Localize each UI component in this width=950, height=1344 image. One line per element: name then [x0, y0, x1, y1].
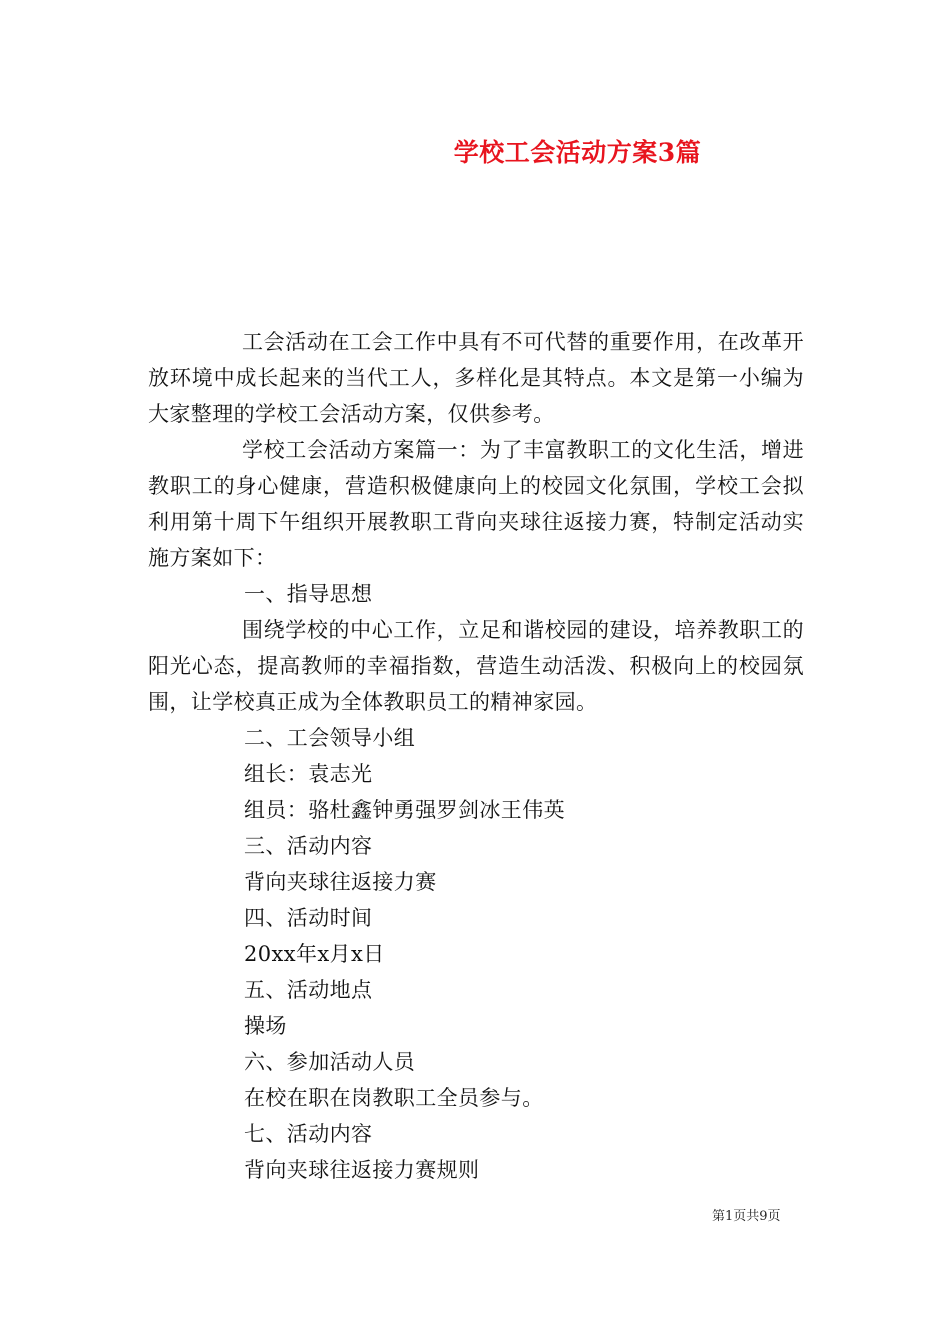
text-line: 操场: [244, 1014, 287, 1038]
section-heading: 二、工会领导小组: [244, 726, 416, 750]
section-heading: 六、参加活动人员: [244, 1050, 416, 1074]
plan-one-paragraph: 学校工会活动方案篇一：为了丰富教职工的文化生活，增进教职工的身心健康，营造积极健康向上的校园文化氛围，学校工会拟利用第十周下午组织开展教职工背向夹球往返接力赛，特制定活动实施方案如下：: [148, 438, 804, 570]
text-line: 背向夹球往返接力赛规则: [244, 1158, 480, 1182]
section-heading: 四、活动时间: [244, 906, 373, 930]
text-line: 组长：袁志光: [244, 762, 373, 786]
section-heading: 三、活动内容: [244, 834, 373, 858]
document-title: 学校工会活动方案3篇: [453, 138, 702, 167]
text-line: 20xx年x月x日: [244, 942, 385, 966]
text-line: 背向夹球往返接力赛: [244, 870, 437, 894]
section-heading: 五、活动地点: [244, 978, 373, 1002]
document-body: [148, 324, 804, 1188]
section-heading: 一、指导思想: [244, 582, 373, 606]
page-number-footer: 第1页共9页: [712, 1209, 781, 1224]
guiding-thought-paragraph: 围绕学校的中心工作，立足和谐校园的建设，培养教职工的阳光心态，提高教师的幸福指数，营造生动活泼、积极向上的校园氛围，让学校真正成为全体教职员工的精神家园。: [148, 618, 804, 714]
section-heading: 七、活动内容: [244, 1122, 373, 1146]
text-line: 组员：骆杜鑫钟勇强罗剑冰王伟英: [244, 798, 565, 822]
intro-paragraph: 工会活动在工会工作中具有不可代替的重要作用，在改革开放环境中成长起来的当代工人，多样化是其特点。本文是第一小编为大家整理的学校工会活动方案，仅供参考。: [148, 330, 804, 426]
text-line: 在校在职在岗教职工全员参与。: [244, 1086, 544, 1110]
